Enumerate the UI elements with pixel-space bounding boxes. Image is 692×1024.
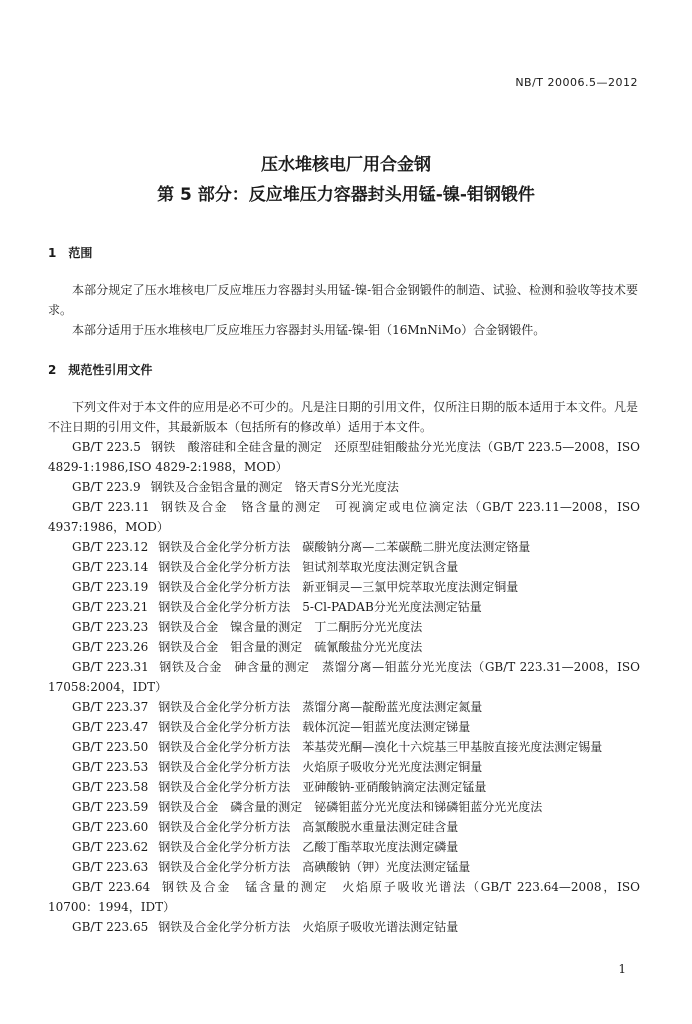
reference-item bbox=[48, 657, 640, 697]
reference-item bbox=[48, 857, 640, 877]
reference-item bbox=[48, 757, 640, 777]
section-number: 2 bbox=[48, 363, 57, 377]
reference-title: 钢铁及合金化学分析方法 高碘酸钠（钾）光度法测定锰量 bbox=[158, 860, 471, 874]
reference-title: 钢铁及合金 镍含量的测定 丁二酮肟分光光度法 bbox=[158, 620, 423, 634]
reference-code: GB/T 223.63 bbox=[72, 860, 149, 874]
reference-title: 钢铁及合金化学分析方法 亚砷酸钠-亚硝酸钠滴定法测定锰量 bbox=[158, 780, 487, 794]
reference-item bbox=[48, 797, 640, 817]
reference-code: GB/T 223.64 bbox=[72, 880, 151, 894]
reference-title: 钢铁及合金化学分析方法 蒸馏分离—靛酚蓝光度法测定氮量 bbox=[158, 700, 483, 714]
reference-code: GB/T 223.26 bbox=[72, 640, 149, 654]
reference-item bbox=[48, 837, 640, 857]
section-title: 范围 bbox=[68, 246, 93, 260]
reference-title: 钢铁及合金化学分析方法 5-Cl-PADAB分光光度法测定钴量 bbox=[158, 600, 482, 614]
reference-title: 钢铁及合金化学分析方法 苯基荧光酮—溴化十六烷基三甲基胺直接光度法测定锡量 bbox=[158, 740, 603, 754]
reference-code: GB/T 223.12 bbox=[72, 540, 149, 554]
reference-item bbox=[48, 717, 640, 737]
reference-item bbox=[48, 597, 640, 617]
reference-item bbox=[48, 637, 640, 657]
reference-code: GB/T 223.14 bbox=[72, 560, 149, 574]
reference-item bbox=[48, 557, 640, 577]
reference-code: GB/T 223.50 bbox=[72, 740, 149, 754]
reference-title: 钢铁及合金化学分析方法 碳酸钠分离—二苯碳酰二肼光度法测定铬量 bbox=[158, 540, 531, 554]
document-title-line-2: 第 5 部分：反应堆压力容器封头用锰-镍-钼钢锻件 bbox=[157, 185, 535, 205]
reference-title: 钢铁及合金 锰含量的测定 火焰原子吸收光谱法（GB/T 223.64—2008，ISO 10700：1994，IDT） bbox=[48, 880, 640, 914]
reference-code: GB/T 223.19 bbox=[72, 580, 149, 594]
reference-item bbox=[48, 617, 640, 637]
reference-item bbox=[48, 497, 640, 537]
reference-item bbox=[48, 777, 640, 797]
reference-code: GB/T 223.58 bbox=[72, 780, 149, 794]
paragraph: 本部分规定了压水堆核电厂反应堆压力容器封头用锰-镍-钼合金钢锻件的制造、试验、检测和验收等技术要求。 bbox=[48, 283, 638, 317]
reference-title: 钢铁 酸溶硅和全硅含量的测定 还原型硅钼酸盐分光光度法（GB/T 223.5—2008，ISO 4829-1:1986,ISO 4829-2:1988，MOD） bbox=[48, 440, 640, 474]
reference-code: GB/T 223.9 bbox=[72, 480, 141, 494]
section-heading-scope bbox=[48, 244, 92, 261]
standard-number: NB/T 20006.5—2012 bbox=[515, 76, 638, 89]
page-number: 1 bbox=[618, 962, 626, 976]
paragraph: 下列文件对于本文件的应用是必不可少的。凡是注日期的引用文件，仅所注日期的版本适用于本文件。凡是不注日期的引用文件，其最新版本（包括所有的修改单）适用于本文件。 bbox=[48, 400, 638, 434]
reference-item bbox=[48, 817, 640, 837]
reference-code: GB/T 223.59 bbox=[72, 800, 149, 814]
reference-code: GB/T 223.60 bbox=[72, 820, 149, 834]
reference-title: 钢铁及合金 磷含量的测定 铋磷钼蓝分光光度法和锑磷钼蓝分光光度法 bbox=[158, 800, 543, 814]
document-title-line-1: 压水堆核电厂用合金钢 bbox=[261, 155, 431, 175]
reference-code: GB/T 223.11 bbox=[72, 500, 150, 514]
reference-code: GB/T 223.62 bbox=[72, 840, 149, 854]
reference-item bbox=[48, 537, 640, 557]
reference-item bbox=[48, 697, 640, 717]
reference-item bbox=[48, 477, 640, 497]
reference-title: 钢铁及合金化学分析方法 钽试剂萃取光度法测定钒含量 bbox=[158, 560, 459, 574]
reference-item bbox=[48, 917, 640, 937]
reference-list bbox=[48, 437, 640, 937]
reference-code: GB/T 223.47 bbox=[72, 720, 149, 734]
reference-title: 钢铁及合金化学分析方法 新亚铜灵—三氯甲烷萃取光度法测定铜量 bbox=[158, 580, 519, 594]
reference-title: 钢铁及合金化学分析方法 火焰原子吸收光谱法测定钴量 bbox=[158, 920, 459, 934]
section-number: 1 bbox=[48, 246, 57, 260]
paragraph: 本部分适用于压水堆核电厂反应堆压力容器封头用锰-镍-钼（16MnNiMo）合金钢锻件。 bbox=[72, 323, 546, 337]
section-heading-normative-references bbox=[48, 361, 152, 378]
reference-item bbox=[48, 737, 640, 757]
reference-item bbox=[48, 877, 640, 917]
reference-code: GB/T 223.37 bbox=[72, 700, 149, 714]
reference-title: 钢铁及合金化学分析方法 乙酸丁酯萃取光度法测定磷量 bbox=[158, 840, 459, 854]
reference-code: GB/T 223.65 bbox=[72, 920, 149, 934]
reference-title: 钢铁及合金 钼含量的测定 硫氰酸盐分光光度法 bbox=[158, 640, 423, 654]
reference-title: 钢铁及合金 砷含量的测定 蒸馏分离—钼蓝分光光度法（GB/T 223.31—2008，ISO 17058:2004，IDT） bbox=[48, 660, 640, 694]
reference-code: GB/T 223.23 bbox=[72, 620, 149, 634]
reference-title: 钢铁及合金铝含量的测定 铬天青S分光光度法 bbox=[150, 480, 399, 494]
reference-item bbox=[48, 437, 640, 477]
reference-code: GB/T 223.5 bbox=[72, 440, 141, 454]
reference-item bbox=[48, 577, 640, 597]
reference-code: GB/T 223.31 bbox=[72, 660, 149, 674]
reference-title: 钢铁及合金化学分析方法 载体沉淀—钼蓝光度法测定锑量 bbox=[158, 720, 471, 734]
reference-title: 钢铁及合金 铬含量的测定 可视滴定或电位滴定法（GB/T 223.11—2008，ISO 4937:1986，MOD） bbox=[48, 500, 640, 534]
section-title: 规范性引用文件 bbox=[68, 363, 153, 377]
reference-title: 钢铁及合金化学分析方法 火焰原子吸收分光光度法测定铜量 bbox=[158, 760, 483, 774]
reference-code: GB/T 223.53 bbox=[72, 760, 149, 774]
reference-title: 钢铁及合金化学分析方法 高氯酸脱水重量法测定硅含量 bbox=[158, 820, 459, 834]
reference-code: GB/T 223.21 bbox=[72, 600, 149, 614]
